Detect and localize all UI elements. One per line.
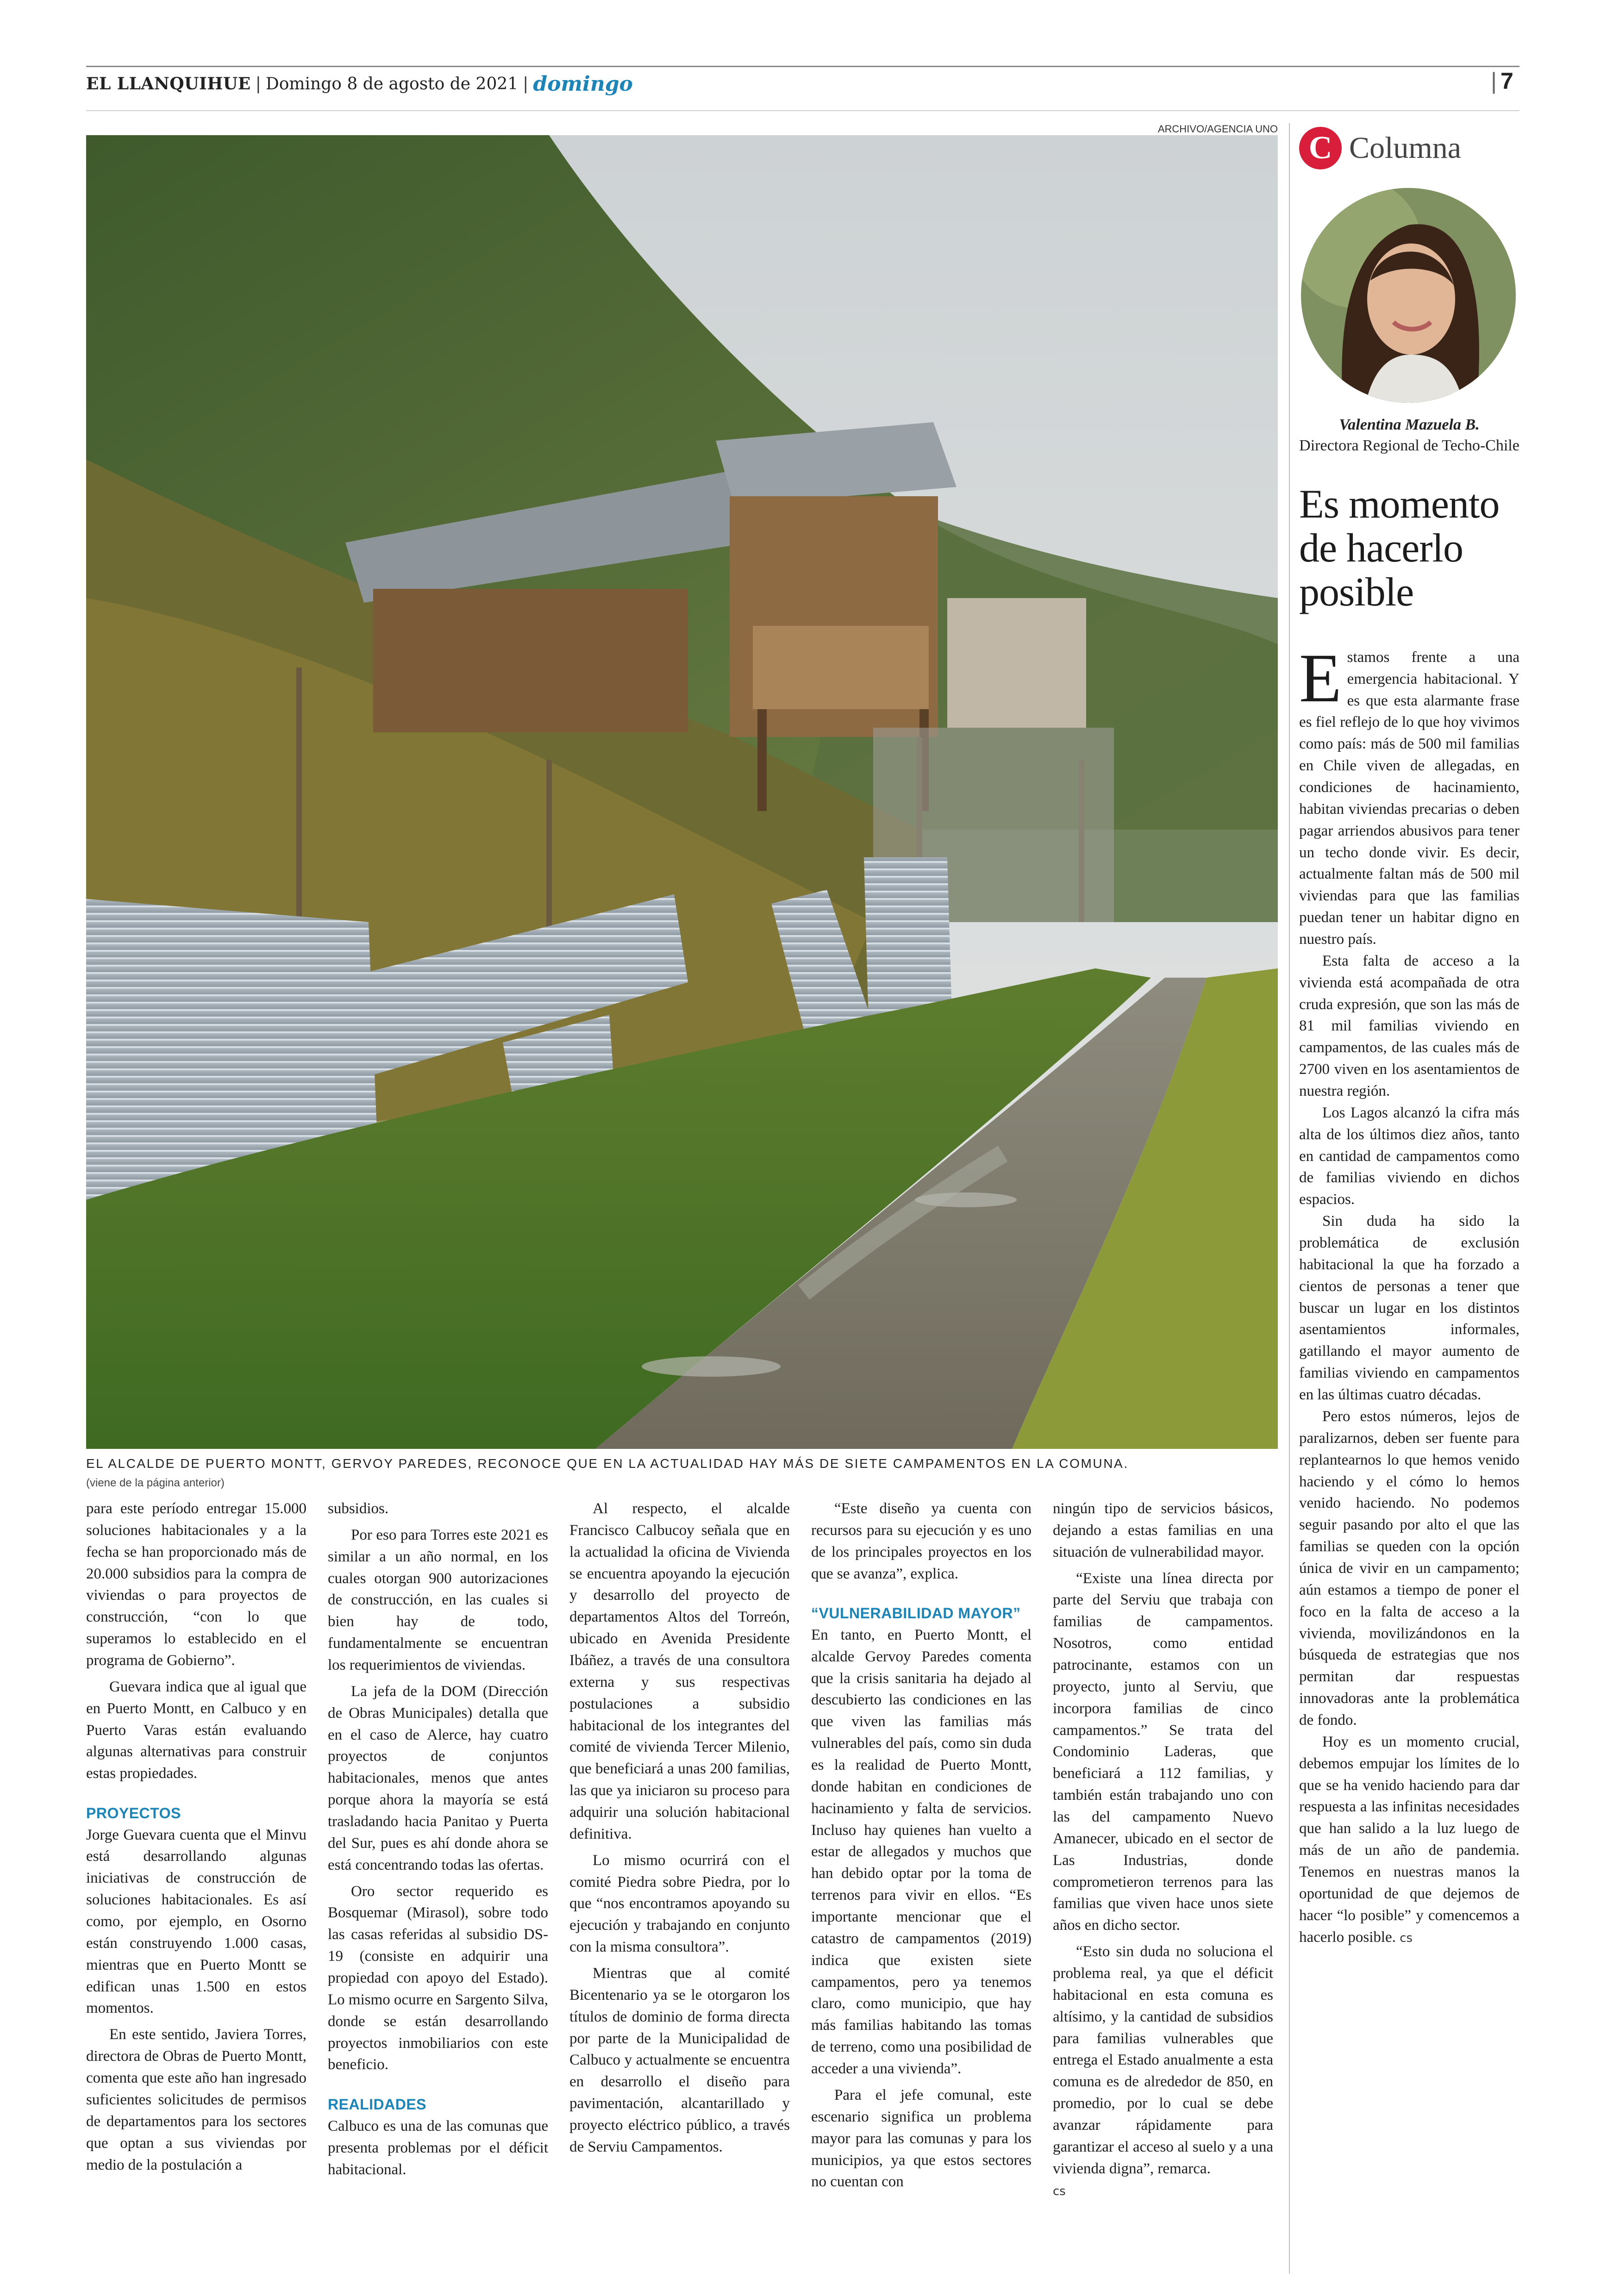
article-column-1 bbox=[86, 1498, 306, 2176]
photo-credit: ARCHIVO/AGENCIA UNO bbox=[1157, 123, 1278, 135]
paragraph: Al respecto, el alcalde Francisco Calbucoy señala que en la actualidad la oficina de Vivienda se encuentra apoyando la ejecución y desarrollo del proyecto de departamentos Altos del Torreón, ubicado en Avenida Presidente Ibáñez, a través de una consultora externa y sus respectivas postulaciones a subsidio habitacional de los integrantes del comité de vivienda Tercer Milenio, que beneficiará a unas 200 familias, las que ya iniciaron su proceso para adquirir una solución habitacional definitiva. bbox=[569, 1500, 790, 1842]
paragraph: Jorge Guevara cuenta que el Minvu está desarrollando algunas iniciativas de construcción de soluciones habitacionales. Es así como, por ejemplo, en Osorno están construyendo 1.000 casas, mientras que en Puerto Montt se edifican unas 1.500 en estos momentos. bbox=[86, 1826, 306, 2017]
author-photo bbox=[1301, 188, 1516, 403]
newspaper-name: EL LLANQUIHUE bbox=[86, 74, 251, 94]
continued-from-note: (viene de la página anterior) bbox=[86, 1477, 225, 1489]
paragraph: “Esto sin duda no soluciona el problema real, ya que el déficit habitacional en esta comuna es altísimo, y la cantidad de subsidios para familias vulnerables que entrega el Estado anualmente a esta comuna es de alrededor de 850, en promedio, por lo cual se debe avanzar rápidamente para garantizar el acceso al suelo y a una vivienda digna”, remarca. bbox=[1053, 1943, 1273, 2177]
paragraph: Los Lagos alcanzó la cifra más alta de los últimos diez años, tanto en cantidad de campamentos como de familias viviendo en dichos espacios. bbox=[1299, 1104, 1519, 1208]
column-headline: Es momento de hacerlo posible bbox=[1299, 481, 1500, 615]
article-column-3 bbox=[569, 1498, 790, 2158]
subheading-vulnerabilidad: “VULNERABILIDAD MAYOR” bbox=[811, 1605, 1021, 1622]
subheading-realidades: REALIDADES bbox=[328, 2096, 427, 2113]
drop-cap: E bbox=[1299, 639, 1342, 717]
end-mark-icon: cs bbox=[1053, 2184, 1066, 2198]
paragraph: Esta falta de acceso a la vivienda está acompañada de otra cruda expresión, que son las más de 81 mil familias viviendo en campamentos, de las cuales más de 2700 viven en los asentamientos de nuestra región. bbox=[1299, 952, 1519, 1100]
paragraph: Oro sector requerido es Bosquemar (Mirasol), sobre todo las casas referidas al subsidio DS-19 (consiste en adquirir una propiedad con apoyo del Estado). Lo mismo ocurre en Sargento Silva, donde se están desarrollando proyectos inmobiliarios con este beneficio. bbox=[328, 1883, 548, 2073]
author-credit bbox=[1299, 415, 1519, 456]
column-label bbox=[1299, 125, 1519, 171]
paragraph: Para el jefe comunal, este escenario significa un problema mayor para las comunas y para los municipios, ya que estos sectores no cuentan con bbox=[811, 2086, 1032, 2190]
paragraph: Guevara indica que al igual que en Puerto Montt, en Calbuco y en Puerto Varas están evaluando algunas alternativas para construir estas propiedades. bbox=[86, 1678, 306, 1782]
header-bottom-rule bbox=[86, 110, 1519, 111]
photo-caption: EL ALCALDE DE PUERTO MONTT, GERVOY PAREDES, RECONOCE QUE EN LA ACTUALIDAD HAY MÁS DE SIETE CAMPAMENTOS EN LA COMUNA. bbox=[86, 1456, 1129, 1471]
article-column-2 bbox=[328, 1498, 548, 2180]
article-column-4 bbox=[811, 1498, 1032, 2193]
paragraph: Por eso para Torres este 2021 es similar a un año normal, en los cuales otorgan 900 autorizaciones de construcción, en las cuales si bien hay de todo, fundamentalmente se encuentran los requerimientos de viviendas. bbox=[328, 1526, 548, 1674]
section-name: domingo bbox=[533, 72, 633, 96]
main-photo bbox=[86, 135, 1278, 1449]
paragraph: Hoy es un momento crucial, debemos empujar los límites de lo que se ha venido haciendo para dar respuesta a las infinitas necesidades que han salido a la luz luego de más de un año de pandemia. Tenemos en nuestras manos la oportunidad de que dejemos de hacer “lo posible” y comencemos a hacerlo posible. cs bbox=[1299, 1733, 1519, 1946]
column-label-text: Columna bbox=[1349, 131, 1461, 165]
paragraph: ningún tipo de servicios básicos, dejando a estas familias en una situación de vulnerabilidad mayor. bbox=[1053, 1500, 1273, 1560]
column-divider bbox=[1289, 123, 1290, 2274]
article-body bbox=[86, 1498, 1278, 2276]
paragraph: “Existe una línea directa por parte del Serviu que trabaja con familias de campamentos. Nosotros, como entidad patrocinante, estamos con un proyecto, junto al Serviu, que incorpora familias de cinco campamentos.” Se trata del Condominio Laderas, que beneficiará a 112 familias, y también están trabajando uno con las del campamento Nuevo Amanecer, ubicado en el sector de Las Industrias, donde comprometieron terrenos para las familias que viven hace unos siete años en dicho sector. bbox=[1053, 1570, 1273, 1934]
issue-date: Domingo 8 de agosto de 2021 bbox=[265, 74, 519, 94]
paragraph: Sin duda ha sido la problemática de exclusión habitacional la que ha forzado a cientos de personas a tener que buscar un lugar en los distintos asentamientos informales, gatillando el mayor aumento de familias viviendo en campamentos en las últimas cuatro décadas. bbox=[1299, 1213, 1519, 1404]
masthead bbox=[86, 71, 633, 96]
paragraph: Pero estos números, lejos de paralizarnos, deben ser fuente para replantearnos lo que hemos venido haciendo y el cómo lo hemos venido haciendo. No podemos seguir pasando por alto el que las familias se queden con la opción única de vivir en un campamento; aún estamos a tiempo de poner el foco en la falta de acceso a la vivienda, movilizándonos en la búsqueda de estrategias que nos permitan dar respuestas innovadoras ante la problemática de fondo. bbox=[1299, 1408, 1519, 1728]
subheading-proyectos: PROYECTOS bbox=[86, 1805, 181, 1822]
column-badge-icon: C bbox=[1299, 127, 1342, 169]
opinion-column bbox=[1299, 125, 1519, 1948]
paragraph: Estamos frente a una emergencia habitacional. Y es que esta alarmante frase es fiel reflejo de lo que hoy vivimos como país: más de 500 mil familias en Chile viven de allegadas, en condiciones de hacinamiento, habitan viviendas precarias o deben pagar arriendos abusivos para tener un techo donde vivir. Es decir, actualmente faltan más de 500 mil viviendas para que las familias puedan tener un habitar digno en nuestro país. bbox=[1299, 639, 1519, 948]
paragraph: “Este diseño ya cuenta con recursos para su ejecución y es uno de los principales proyectos en los que se avanza”, explica. bbox=[811, 1500, 1032, 1582]
paragraph: para este período entregar 15.000 soluciones habitacionales y a la fecha se han proporcionado más de 20.000 subsidios para la compra de viviendas o para proyectos de construcción, “con lo que superamos lo establecido en el programa de Gobierno”. bbox=[86, 1500, 306, 1669]
end-mark-icon: cs bbox=[1400, 1931, 1413, 1945]
paragraph: Calbuco es una de las comunas que presenta problemas por el déficit habitacional. bbox=[328, 2117, 548, 2178]
article-column-5 bbox=[1053, 1498, 1273, 2202]
author-role: Directora Regional de Techo-Chile bbox=[1299, 437, 1519, 454]
page-number: | 7 bbox=[1491, 68, 1513, 94]
paragraph: subsidios. bbox=[328, 1500, 389, 1517]
paragraph: Mientras que al comité Bicentenario ya se le otorgaron los títulos de dominio de forma directa por parte de la Municipalidad de Calbuco y actualmente se encuentra en desarrollo el diseño para pavimentación, alcantarillado y proyecto eléctrico público, a través de Serviu Campamentos. bbox=[569, 1965, 790, 2155]
author-name: Valentina Mazuela B. bbox=[1339, 416, 1480, 433]
paragraph: Lo mismo ocurrirá con el comité Piedra sobre Piedra, por lo que “nos encontramos apoyando su ejecución y trabajando en conjunto con la misma consultora”. bbox=[569, 1852, 790, 1956]
paragraph: En este sentido, Javiera Torres, directora de Obras de Puerto Montt, comenta que este año han ingresado suficientes solicitudes de permisos de departamentos para los sectores que optan a sus viviendas por medio de la postulación a bbox=[86, 2026, 306, 2173]
masthead-separator: | bbox=[255, 74, 261, 94]
masthead-separator: | bbox=[523, 74, 529, 94]
column-body bbox=[1299, 639, 1519, 1948]
header-top-rule bbox=[86, 66, 1519, 67]
paragraph: La jefa de la DOM (Dirección de Obras Municipales) detalla que en el caso de Alerce, hay cuatro proyectos de conjuntos habitacionales, menos que antes porque ahora la mayoría se está trasladando hacia Panitao y Puerta del Sur, pues es ahí donde ahora se está concentrando todas las ofertas. bbox=[328, 1683, 548, 1873]
paragraph: En tanto, en Puerto Montt, el alcalde Gervoy Paredes comenta que la crisis sanitaria ha dejado al descubierto las condiciones en las que viven las familias más vulnerables del país, como sin duda es la realidad de Puerto Montt, donde habitan en condiciones de hacinamiento y falta de servicios. Incluso hay quienes han vuelto a estar de allegados y muchos que han debido optar por la toma de terrenos para vivir en ellos. “Es importante mencionar que el catastro de campamentos (2019) indica que existen siete campamentos, pero ya tenemos claro, como municipio, que hay más familias habitando las tomas de terreno, como una posibilidad de acceder a una vivienda”. bbox=[811, 1626, 1032, 2078]
